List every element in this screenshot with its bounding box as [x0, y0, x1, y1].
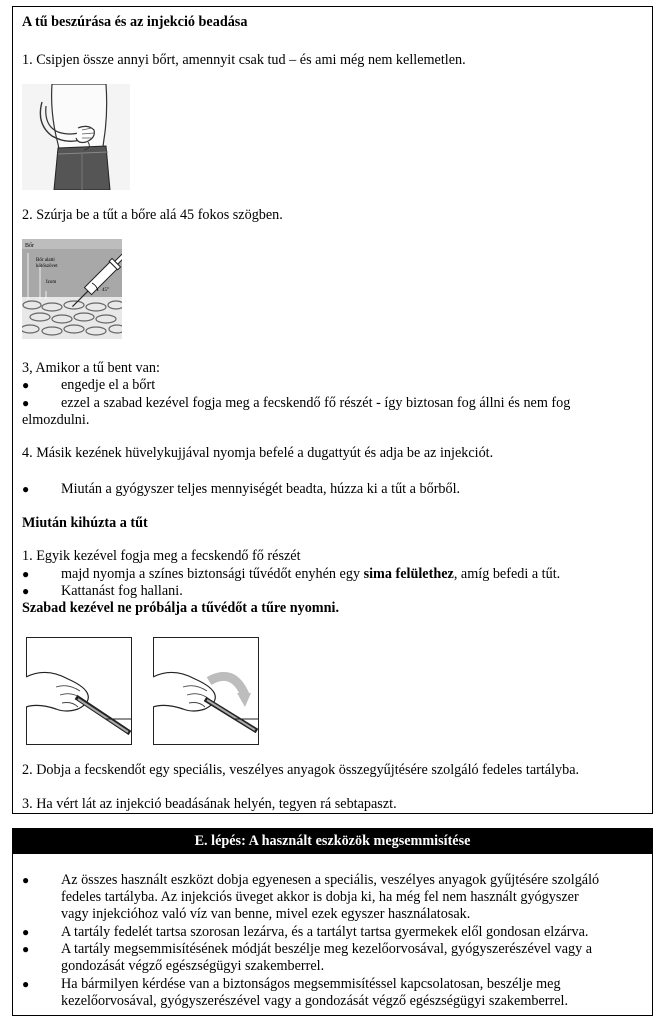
disposal-bullet-4-line-2: kezelőorvosával, gyógyszerészével vagy a gondozását végző egészségügyi szakemberrel.: [61, 993, 568, 1009]
shield-press-illustration: [26, 637, 132, 745]
step-3-bullet-2: ezzel a szabad kezével fogja meg a fecskendő fő részét - így biztosan fog állni és nem fog: [61, 395, 571, 411]
after-bullet-2: Kattanást fog hallani.: [61, 583, 183, 599]
disposal-bullet-4-line-1: Ha bármilyen kérdése van a biztonságos megsemmisítéssel kapcsolatosan, beszélje meg: [61, 976, 561, 992]
disposal-bullet-3-line-2: gondozását végző egészségügyi szakemberrel.: [61, 958, 325, 974]
bullet-icon: ●: [22, 378, 30, 392]
bullet-icon: ●: [22, 567, 30, 581]
disposal-panel: [12, 828, 653, 1016]
bullet-icon: ●: [22, 584, 30, 598]
pinch-skin-illustration: [22, 84, 130, 190]
after-step-3: 3. Ha vért lát az injekció beadásának helyén, tegyen rá sebtapaszt.: [22, 796, 397, 812]
warning-text: Szabad kezével ne próbálja a tűvédőt a tűre nyomni.: [22, 600, 339, 616]
label-subcutis-1: Bőr alatti: [36, 258, 55, 263]
bullet-icon: ●: [22, 396, 30, 410]
label-angle: 45°: [102, 288, 109, 293]
step-4-text: 4. Másik kezének hüvelykujjával nyomja befelé a dugattyút és adja be az injekciót.: [22, 445, 494, 461]
step-2-text: 2. Szúrja be a tűt a bőre alá 45 fokos szögben.: [22, 207, 283, 223]
after-bullet-1: majd nyomja a színes biztonsági tűvédőt enyhén egy sima felülethez, amíg befedi a tűt.: [61, 566, 561, 582]
label-skin: Bőr: [25, 243, 34, 249]
bullet-icon: ●: [22, 977, 30, 991]
section-header: E. lépés: A használt eszközök megsemmisítése: [13, 829, 652, 854]
bullet-icon: ●: [22, 873, 30, 887]
disposal-bullet-2: A tartály fedelét tartsa szorosan lezárva, és a tartályt tartsa gyermekek elől gondosan elzárva.: [61, 924, 589, 940]
step-1-text: 1. Csipjen össze annyi bőrt, amennyit csak tud – és ami még nem kellemetlen.: [22, 52, 466, 68]
bullet-icon: ●: [22, 942, 30, 956]
bullet-icon: ●: [22, 925, 30, 939]
bullet-icon: ●: [22, 482, 30, 496]
step-3-bullet-1: engedje el a bőrt: [61, 377, 156, 393]
section-heading: A tű beszúrása és az injekció beadása: [22, 14, 248, 30]
disposal-bullet-1-line-1: Az összes használt eszközt dobja egyenesen a speciális, veszélyes anyagok gyűjtésére szolgáló: [61, 872, 600, 888]
step-3-intro: 3, Amikor a tű bent van:: [22, 360, 160, 376]
shield-cover-illustration: [153, 637, 259, 745]
after-step-2: 2. Dobja a fecskendőt egy speciális, veszélyes anyagok összegyűjtésére szolgáló fedeles tartályba.: [22, 762, 580, 778]
label-muscle: Izom: [46, 280, 57, 285]
instructions-panel: [12, 6, 653, 814]
step-4-bullet: Miután a gyógyszer teljes mennyiségét beadta, húzza ki a tűt a bőrből.: [61, 481, 461, 497]
after-step-1: 1. Egyik kezével fogja meg a fecskendő fő részét: [22, 548, 301, 564]
disposal-bullet-1-line-3: vagy injekcióhoz való víz van benne, mivel ezek egyszer használatosak.: [61, 906, 471, 922]
injection-angle-diagram: [22, 239, 122, 339]
subheading: Miután kihúzta a tűt: [22, 515, 148, 531]
disposal-bullet-3-line-1: A tartály megsemmisítésének módját beszélje meg kezelőorvosával, gyógyszerészével vagy a: [61, 941, 593, 957]
step-3-bullet-2-cont: elmozdulni.: [22, 412, 90, 428]
disposal-bullet-1-line-2: fedeles tartályba. Az injekciós üveget akkor is dobja ki, ha még fel nem használt gyógyszer: [61, 889, 579, 905]
label-subcutis-2: kötőszövet: [36, 264, 58, 269]
